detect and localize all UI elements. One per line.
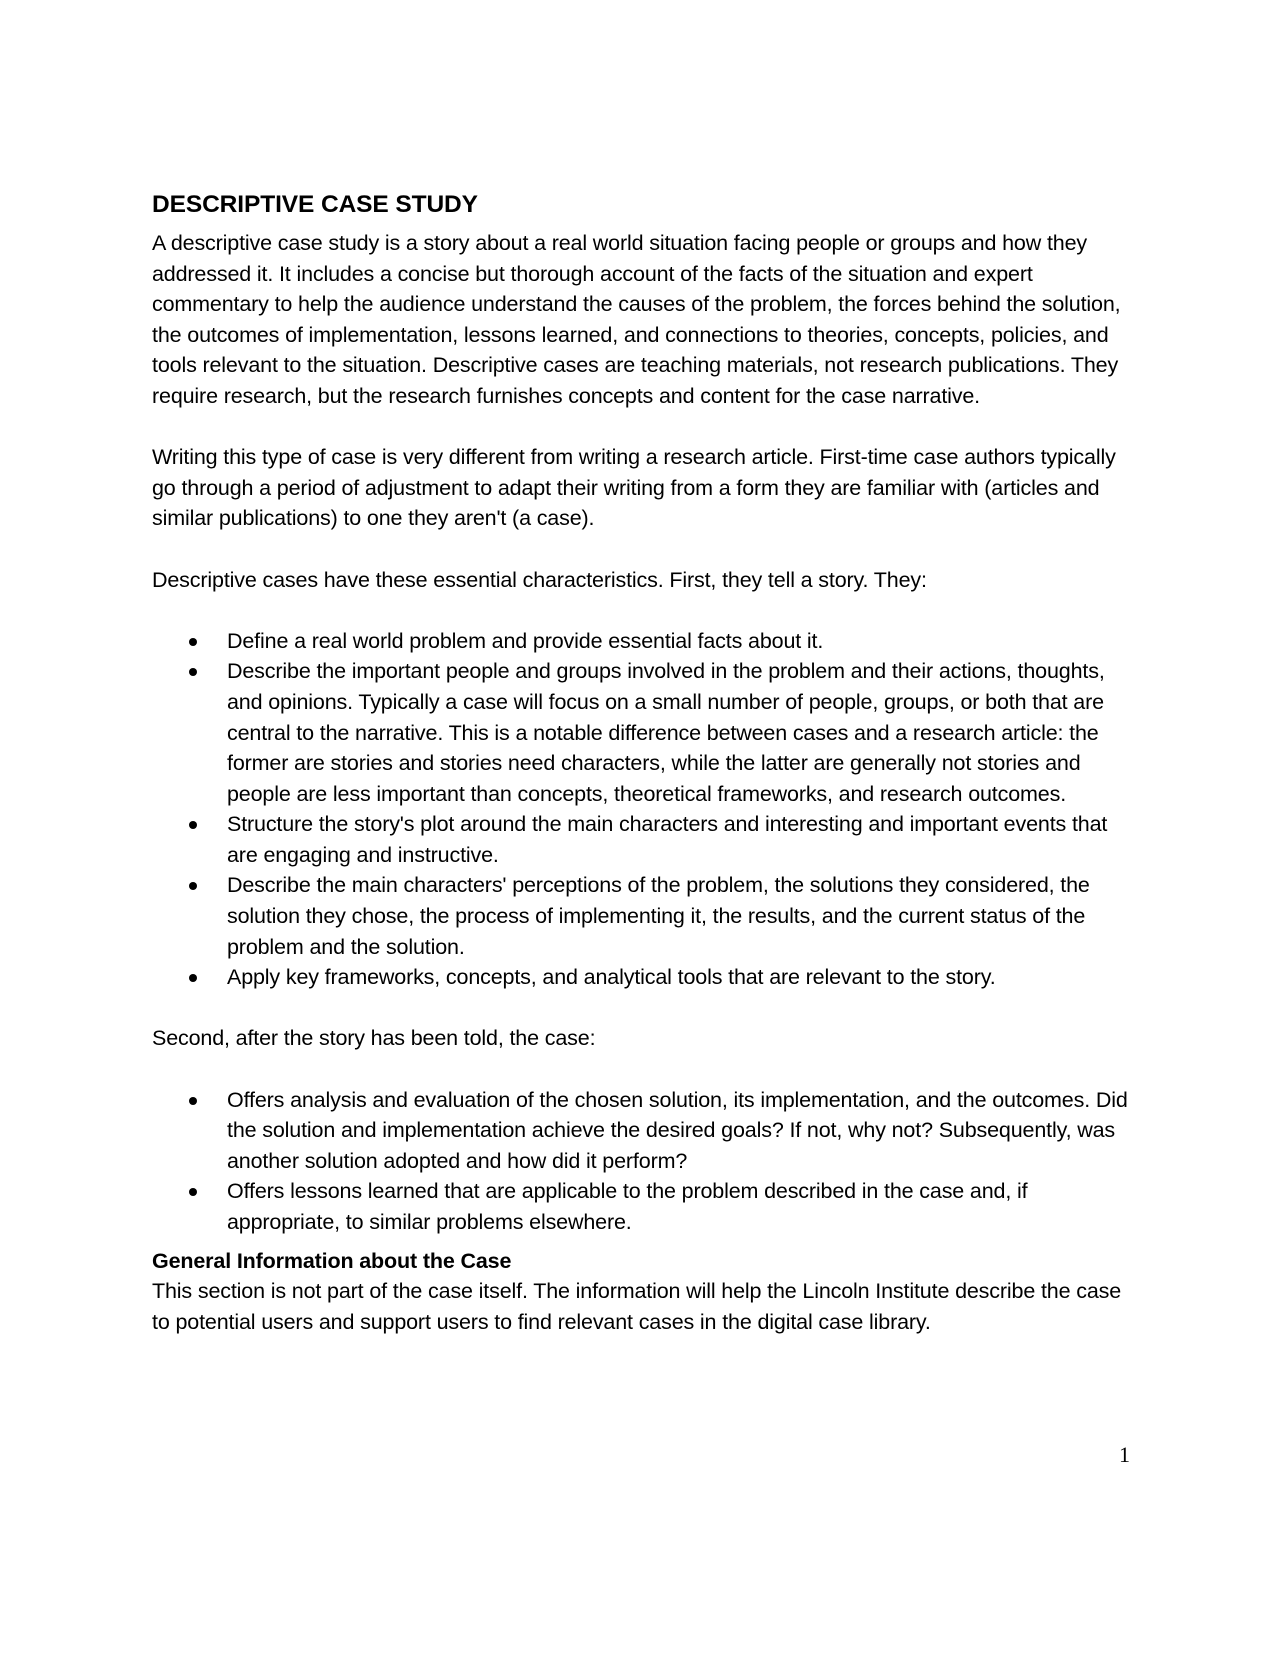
list-item xyxy=(152,656,1132,809)
bullet-icon xyxy=(189,1097,197,1105)
section-heading: General Information about the Case xyxy=(152,1248,512,1273)
list-item xyxy=(152,1085,1132,1177)
characteristics-paragraph: Descriptive cases have these essential characteristics. First, they tell a story. They: xyxy=(152,567,927,592)
bullet-icon xyxy=(189,638,197,646)
list-item-text: Describe the main characters' perceptions of the problem, the solutions they considered, the solution they chose, the process of implementing it, the results, and the current status of the problem and the solution. xyxy=(227,873,1090,959)
section-text: This section is not part of the case itself. The information will help the Lincoln Institute describe the case to potential users and support users to find relevant cases in the digital case library. xyxy=(152,1279,1122,1334)
intro-paragraph: A descriptive case study is a story about a real world situation facing people or groups and how they addressed it. It includes a concise but thorough account of the facts of the situation and expert commentary to help the audience understand the causes of the problem, the forces behind the solution, the outcomes of implementation, lessons learned, and connections to theories, concepts, policies, and tools relevant to the situation. Descriptive cases are teaching materials, not research publications. They require research, but the research furnishes concepts and content for the case narrative. xyxy=(152,231,1121,408)
page-number: 1 xyxy=(1119,1442,1130,1467)
list-item xyxy=(152,626,1132,657)
writing-paragraph: Writing this type of case is very different from writing a research article. First-time case authors typically go through a period of adjustment to adapt their writing from a form they are familiar with (articles and similar publications) to one they aren't (a case). xyxy=(152,445,1116,531)
document-title: DESCRIPTIVE CASE STUDY xyxy=(152,191,478,218)
list-item-text: Define a real world problem and provide essential facts about it. xyxy=(227,628,824,653)
list-item xyxy=(152,962,1132,993)
list-item-text: Apply key frameworks, concepts, and analytical tools that are relevant to the story. xyxy=(227,965,996,990)
bullet-icon xyxy=(189,821,197,829)
list-item xyxy=(152,870,1132,962)
list-item xyxy=(152,1176,1132,1237)
story-bullet-list xyxy=(152,626,1132,993)
list-item-text: Structure the story's plot around the main characters and interesting and important events that are engaging and instructive. xyxy=(227,812,1108,867)
list-item-text: Offers lessons learned that are applicable to the problem described in the case and, if appropriate, to similar problems elsewhere. xyxy=(227,1179,1028,1234)
bullet-icon xyxy=(189,668,197,676)
second-intro-paragraph: Second, after the story has been told, the case: xyxy=(152,1026,596,1051)
list-item-text: Describe the important people and groups involved in the problem and their actions, thoughts, and opinions. Typically a case will focus on a small number of people, groups, or both that are central to the narrative. This is a notable difference between cases and a research article: the former are stories and stories need characters, while the latter are generally not stories and people are less important than concepts, theoretical frameworks, and research outcomes. xyxy=(227,659,1105,806)
bullet-icon xyxy=(189,974,197,982)
bullet-icon xyxy=(189,882,197,890)
case-bullet-list xyxy=(152,1085,1132,1238)
page-content xyxy=(152,188,1132,1337)
bullet-icon xyxy=(189,1188,197,1196)
list-item-text: Offers analysis and evaluation of the chosen solution, its implementation, and the outcomes. Did the solution and implementation achieve the desired goals? If not, why not? Subsequently, was another solution adopted and how did it perform? xyxy=(227,1087,1128,1173)
list-item xyxy=(152,809,1132,870)
